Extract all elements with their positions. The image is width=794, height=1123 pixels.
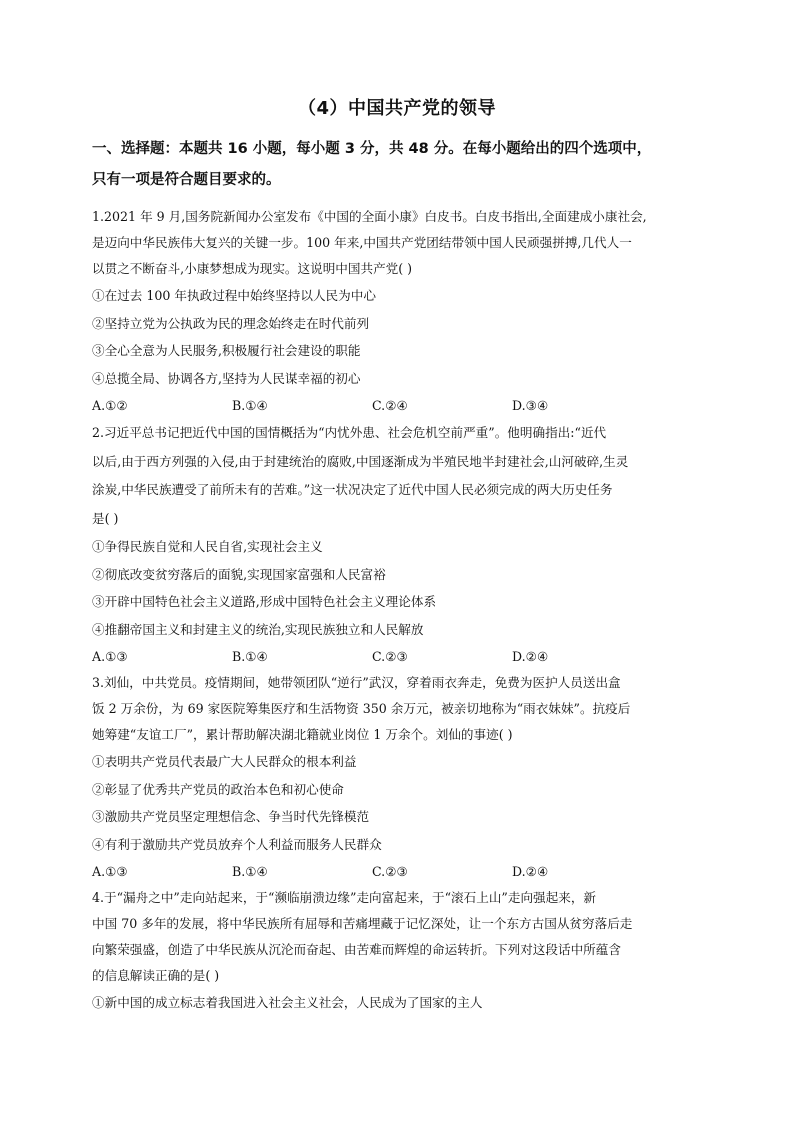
section-heading-line-2: 只有一项是符合题目要求的。	[92, 172, 281, 188]
question-stem-line: 的信息解读正确的是( )	[92, 968, 220, 983]
question-1	[92, 204, 702, 419]
statement-option: ②坚持立党为公执政为民的理念始终走在时代前列	[92, 315, 370, 331]
question-2	[92, 419, 702, 670]
answer-choice-a: A.①③	[92, 864, 128, 879]
answer-choice-c: C.②③	[372, 649, 408, 664]
question-stem-line: 她筹建“友谊工厂”，累计帮助解决湖北籍就业岗位 1 万余个。刘仙的事迹( )	[92, 727, 513, 742]
statement-option: ①争得民族自觉和人民自省,实现社会主义	[92, 539, 323, 554]
statement-option: ①新中国的成立标志着我国进入社会主义社会，人民成为了国家的主人	[92, 995, 483, 1010]
statement-option: ④推翻帝国主义和封建主义的统治,实现民族独立和人民解放	[92, 621, 424, 637]
answer-choice-b: B.①④	[232, 649, 268, 664]
statement-option: ④总揽全局、协调各方,坚持为人民谋幸福的初心	[92, 370, 361, 386]
answer-choices	[92, 392, 702, 419]
question-3	[92, 670, 702, 885]
question-stem-line: 是迈向中华民族伟大复兴的关键一步。100 年来,中国共产党团结带领中国人民顽强拼搏,几代人一	[92, 235, 632, 250]
answer-choices	[92, 643, 702, 670]
answer-choice-d: D.③④	[512, 398, 549, 413]
statement-option: ①表明共产党员代表最广大人民群众的根本利益	[92, 754, 357, 769]
answer-choice-a: A.①③	[92, 649, 128, 664]
question-stem-line: 1.2021 年 9 月,国务院新闻办公室发布《中国的全面小康》白皮书。白皮书指出,全面建成小康社会,	[92, 209, 647, 224]
question-stem-line: 是( )	[92, 510, 119, 526]
answer-choice-d: D.②④	[512, 864, 549, 879]
answer-choice-d: D.②④	[512, 649, 549, 664]
question-stem-line: 饭 2 万余份，为 69 家医院筹集医疗和生活物资 350 余万元，被亲切地称为“雨衣妹妹”。抗疫后	[92, 701, 631, 716]
question-4	[92, 885, 702, 1017]
statement-option: ②彰显了优秀共产党员的政治本色和初心使命	[92, 781, 344, 797]
question-stem-line: 涂炭,中华民族遭受了前所未有的苦难。”这一状况决定了近代中国人民必须完成的两大历史任务	[92, 482, 613, 497]
statement-option: ②彻底改变贫穷落后的面貌,实现国家富强和人民富裕	[92, 566, 386, 582]
question-stem-line: 2.习近平总书记把近代中国的国情概括为“内忧外患、社会危机空前严重”。他明确指出:“近代	[92, 425, 607, 440]
page-title: （4）中国共产党的领导	[297, 98, 497, 119]
statement-option: ①在过去 100 年执政过程中始终坚持以人民为中心	[92, 288, 376, 303]
answer-choice-c: C.②③	[372, 864, 408, 879]
question-stem-line: 以贯之不断奋斗,小康梦想成为现实。这说明中国共产党( )	[92, 261, 413, 276]
statement-option: ④有利于激励共产党员放弃个人利益而服务人民群众	[92, 836, 382, 852]
answer-choice-c: C.②④	[372, 398, 408, 413]
statement-option: ③全心全意为人民服务,积极履行社会建设的职能	[92, 343, 361, 358]
question-stem-line: 中国 70 多年的发展，将中华民族所有屈辱和苦痛埋藏于记忆深处，让一个东方古国从贫穷落后走	[92, 916, 633, 931]
statement-option: ③激励共产党员坚定理想信念、争当时代先锋模范	[92, 809, 370, 824]
section-heading-line-1: 一、选择题：本题共 16 小题，每小题 3 分，共 48 分。在每小题给出的四个选项中，	[92, 141, 652, 157]
answer-choice-a: A.①②	[92, 398, 128, 413]
question-stem-line: 3.刘仙，中共党员。疫情期间，她带领团队“逆行”武汉，穿着雨衣奔走，免费为医护人员送出盒	[92, 675, 621, 690]
answer-choice-b: B.①④	[232, 864, 268, 879]
statement-option: ③开辟中国特色社会主义道路,形成中国特色社会主义理论体系	[92, 594, 437, 609]
answer-choices	[92, 858, 702, 885]
question-stem-line: 向繁荣强盛，创造了中华民族从沉沦而奋起、由苦难而辉煌的命运转折。下列对这段话中所蕴含	[92, 942, 621, 957]
question-stem-line: 以后,由于西方列强的入侵,由于封建统治的腐败,中国逐渐成为半殖民地半封建社会,山河破碎,生灵	[92, 453, 629, 469]
question-stem-line: 4.于“漏舟之中”走向站起来，于“濒临崩溃边缘”走向富起来，于“滚石上山”走向强起来，新	[92, 890, 597, 905]
section-heading	[92, 134, 702, 196]
answer-choice-b: B.①④	[232, 398, 268, 413]
